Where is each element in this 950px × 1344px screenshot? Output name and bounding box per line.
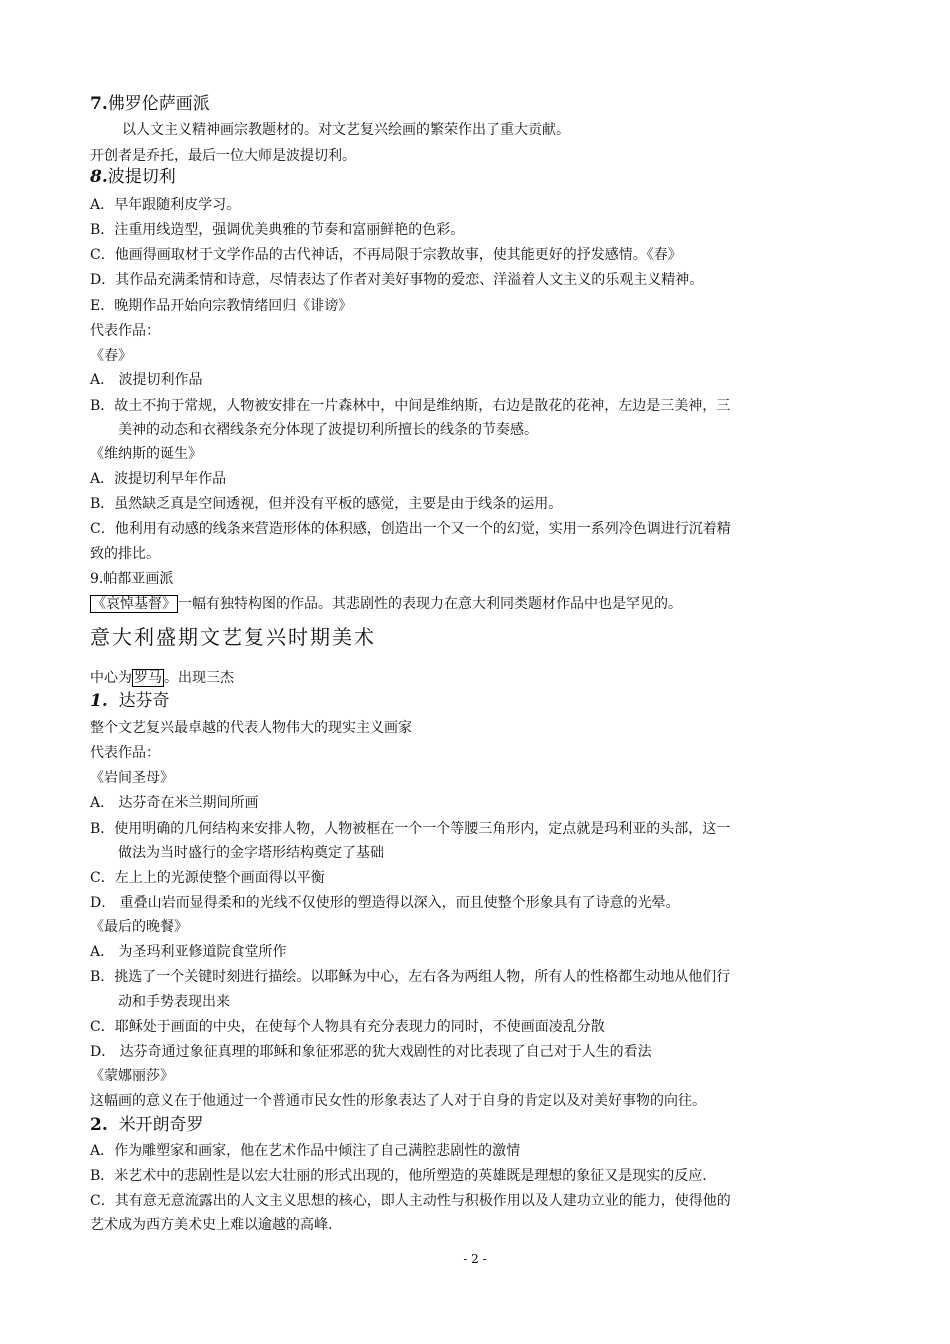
work-rocks-item-b-line-1: B．使用明确的几何结构来安排人物，人物被框在一个一个等腰三角形内，定点就是玛利亚的头部，这一 bbox=[90, 821, 731, 837]
work-rocks-item-d: D． 重叠山岩而显得柔和的光线不仅使形的塑造得以深入，而且使整个形象具有了诗意的光晕。 bbox=[90, 895, 680, 911]
boxed-city: 罗马 bbox=[134, 670, 162, 686]
work-supper-item-a: A． 为圣玛利亚修道院食堂所作 bbox=[90, 944, 287, 960]
page-number: - 2 - bbox=[463, 1252, 487, 1266]
section-8-item-e: E．晚期作品开始向宗教情绪回归《诽谤》 bbox=[90, 298, 353, 314]
section-7-paragraph-1: 以人文主义精神画宗教题材的。对文艺复兴绘画的繁荣作出了重大贡献。 bbox=[122, 122, 570, 138]
michelangelo-item-b: B．米艺术中的悲剧性是以宏大壮丽的形式出现的，他所塑造的英雄既是理想的象征又是现实的反应. bbox=[90, 1168, 707, 1184]
work-spring-item-a: A． 波提切利作品 bbox=[90, 372, 203, 388]
michelangelo-item-c-line-1: C．其有意无意流露出的人文主义思想的核心，即人主动性与积极作用以及人建功立业的能力，使得他的 bbox=[90, 1193, 731, 1209]
section-8-number: 8. bbox=[90, 167, 108, 187]
section-9-text: 一幅有独特构图的作品。其悲剧性的表现力在意大利同类题材作品中也是罕见的。 bbox=[178, 596, 682, 612]
work-venus-item-b: B．虽然缺乏真是空间透视，但并没有平板的感觉，主要是由于线条的运用。 bbox=[90, 496, 563, 512]
section-8-item-c: C．他画得画取材于文学作品的古代神话，不再局限于宗教故事，使其能更好的抒发感情。《春》 bbox=[90, 247, 682, 263]
representative-works-label-2: 代表作品： bbox=[90, 745, 160, 761]
section-7-heading bbox=[90, 93, 870, 115]
work-rocks-item-b-line-2: 做法为当时盛行的金字塔形结构奠定了基础 bbox=[118, 845, 384, 861]
work-supper-title: 《最后的晚餐》 bbox=[90, 919, 188, 935]
work-spring-title: 《春》 bbox=[90, 348, 132, 364]
work-spring-item-b-line-1: B．故土不拘于常规，人物被安排在一片森林中，中间是维纳斯，右边是散花的花神，左边是三美神，三 bbox=[90, 398, 731, 414]
section-9-heading: 9.帕都亚画派 bbox=[90, 571, 174, 587]
center-line bbox=[90, 668, 870, 688]
representative-works-label: 代表作品： bbox=[90, 323, 160, 339]
da-vinci-number: 1. bbox=[90, 691, 108, 711]
da-vinci-description: 整个文艺复兴最卓越的代表人物伟大的现实主义画家 bbox=[90, 720, 412, 736]
work-supper-item-b-line-1: B．挑选了一个关键时刻进行描绘。以耶稣为中心，左右各为两组人物，所有人的性格都生动地从他们行 bbox=[90, 969, 731, 985]
section-8-heading bbox=[90, 166, 870, 188]
michelangelo-item-a: A．作为雕塑家和画家，他在艺术作品中倾注了自己满腔悲剧性的激情 bbox=[90, 1143, 521, 1159]
work-venus-item-a: A．波提切利早年作品 bbox=[90, 471, 227, 487]
da-vinci-title: 达芬奇 bbox=[118, 691, 170, 711]
michelangelo-title: 米开朗奇罗 bbox=[118, 1115, 204, 1135]
work-venus-title: 《维纳斯的诞生》 bbox=[90, 446, 202, 462]
section-9-paragraph bbox=[90, 594, 870, 614]
boxed-work-title: 《哀悼基督》 bbox=[92, 596, 176, 612]
section-7-paragraph-2: 开创者是乔托，最后一位大师是波提切利。 bbox=[90, 148, 356, 164]
section-7-title: 佛罗伦萨画派 bbox=[107, 94, 210, 114]
work-rocks-title: 《岩间圣母》 bbox=[90, 770, 174, 786]
center-line-suffix: 。出现三杰 bbox=[164, 670, 234, 686]
center-line-prefix: 中心为 bbox=[90, 670, 132, 686]
section-8-item-d: D．其作品充满柔情和诗意，尽情表达了作者对美好事物的爱恋、洋溢着人文主义的乐观主义精神。 bbox=[90, 272, 704, 288]
michelangelo-number: 2. bbox=[90, 1115, 108, 1135]
section-7-number: 7. bbox=[90, 94, 108, 114]
work-venus-item-c-line-1: C．他利用有动感的线条来营造形体的体积感，创造出一个又一个的幻觉，实用一系列冷色调进行沉着精 bbox=[90, 521, 731, 537]
work-supper-item-c: C．耶稣处于画面的中央，在使每个人物具有充分表现力的同时，不使画面凌乱分散 bbox=[90, 1019, 605, 1035]
work-mona-title: 《蒙娜丽莎》 bbox=[90, 1068, 174, 1084]
michelangelo-item-c-line-2: 艺术成为西方美术史上难以逾越的高峰. bbox=[90, 1217, 333, 1233]
work-mona-description: 这幅画的意义在于他通过一个普通市民女性的形象表达了人对于自身的肯定以及对美好事物的向往。 bbox=[90, 1093, 706, 1109]
work-venus-item-c-line-2: 致的排比。 bbox=[90, 546, 160, 562]
section-8-item-a: A．早年跟随利皮学习。 bbox=[90, 197, 241, 213]
michelangelo-heading bbox=[90, 1114, 870, 1136]
work-spring-item-b-line-2: 美神的动态和衣褶线条充分体现了波提切利所擅长的线条的节奏感。 bbox=[118, 422, 538, 438]
section-8-title: 波提切利 bbox=[107, 167, 176, 187]
work-rocks-item-a: A． 达芬奇在米兰期间所画 bbox=[90, 795, 259, 811]
da-vinci-heading bbox=[90, 690, 870, 712]
work-supper-item-b-line-2: 动和手势表现出来 bbox=[118, 994, 230, 1010]
work-rocks-item-c: C．左上上的光源使整个画面得以平衡 bbox=[90, 870, 325, 886]
work-supper-item-d: D． 达芬奇通过象征真理的耶稣和象征邪恶的犹大戏剧性的对比表现了自己对于人生的看法 bbox=[90, 1044, 652, 1060]
section-8-item-b: B．注重用线造型，强调优美典雅的节奏和富丽鲜艳的色彩。 bbox=[90, 222, 465, 238]
main-section-heading: 意大利盛期文艺复兴时期美术 bbox=[90, 625, 376, 649]
